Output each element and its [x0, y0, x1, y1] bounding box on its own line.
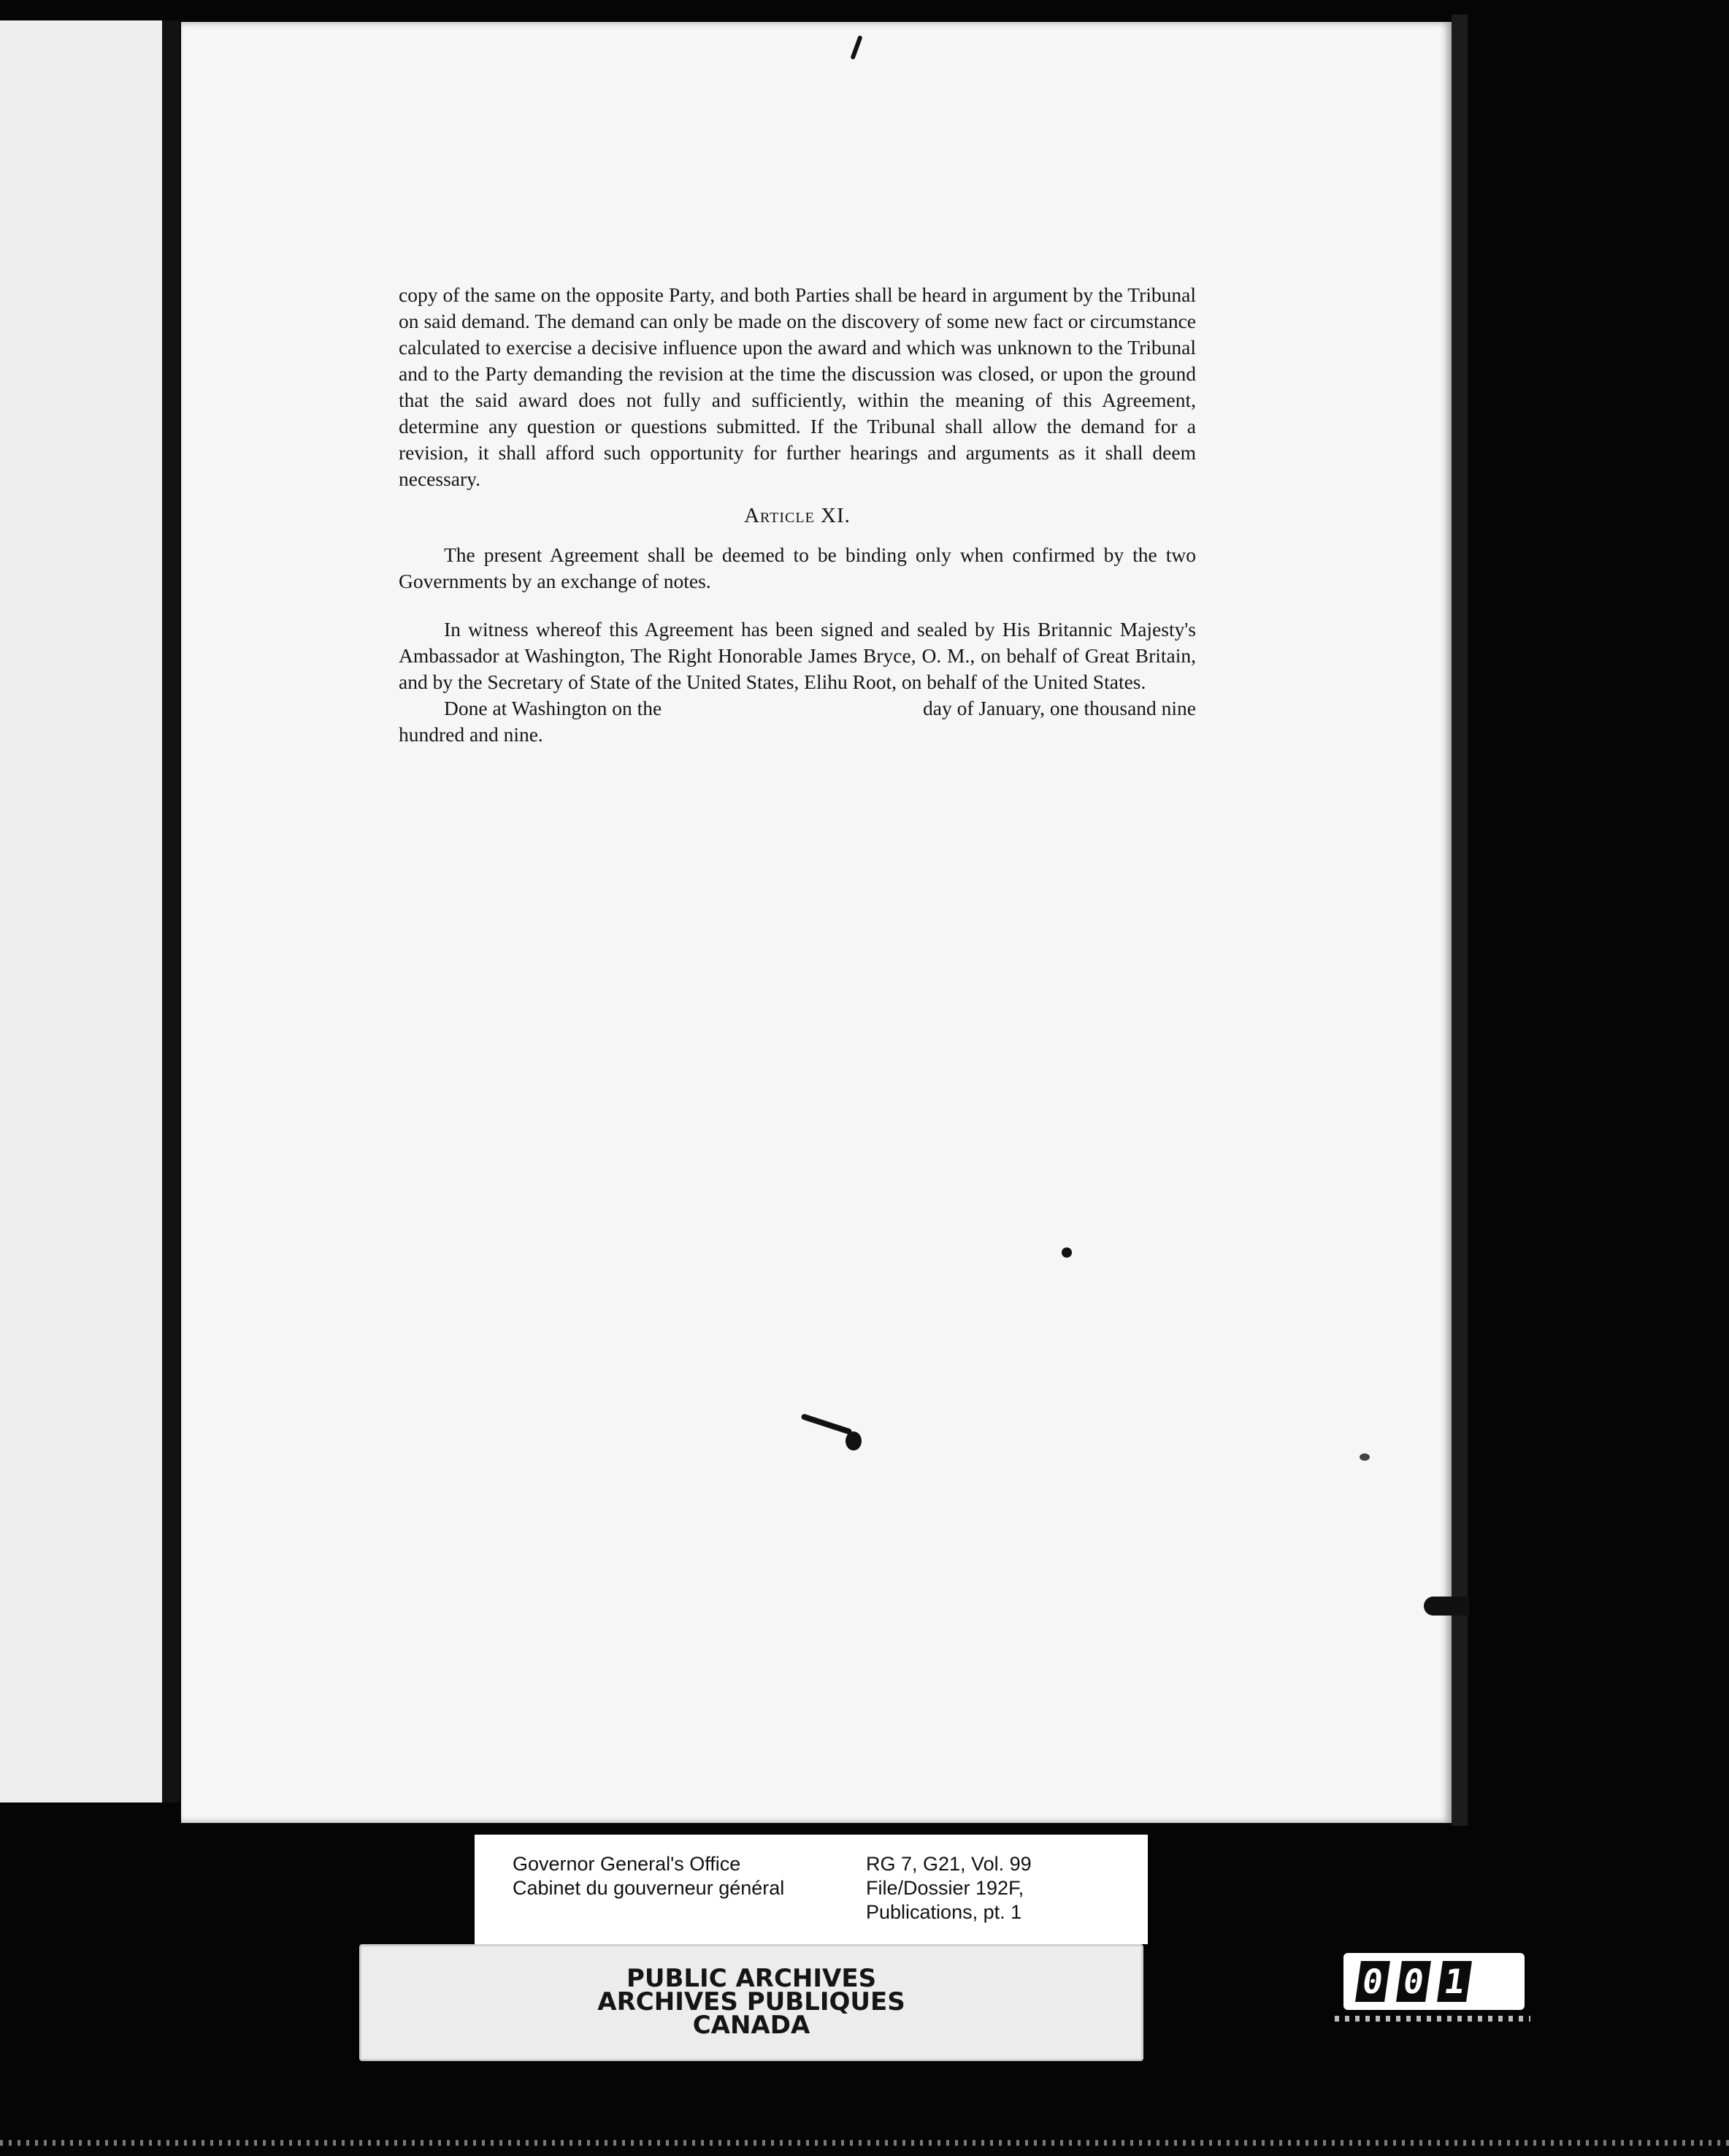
frame-digit: 0 — [1396, 1961, 1431, 2002]
reference-volume: RG 7, G21, Vol. 99 — [866, 1853, 1032, 1875]
archive-label — [475, 1835, 1148, 1944]
frame-digit: 1 — [1437, 1961, 1472, 2002]
reference-file: File/Dossier 192F, — [866, 1877, 1024, 1899]
done-line-start: Done at Washington on the — [444, 697, 662, 719]
reference-publications: Publications, pt. 1 — [866, 1901, 1022, 1923]
archive-reference — [866, 1852, 1032, 1924]
document-body — [399, 282, 1196, 748]
page-right-edge — [1452, 15, 1468, 1826]
left-adjacent-page — [0, 20, 166, 1803]
film-edge — [0, 2140, 1729, 2146]
office-french: Cabinet du gouverneur général — [513, 1877, 785, 1899]
done-line-continuation: hundred and nine. — [399, 723, 543, 746]
page-tear-shadow — [1424, 1597, 1469, 1616]
stamp-text — [361, 1964, 1141, 2040]
frame-counter — [1343, 1953, 1525, 2010]
article-heading: Article XI. — [744, 504, 851, 527]
stamp-line-country: CANADA — [692, 2011, 810, 2040]
spacer — [399, 595, 1196, 616]
paragraph-witness: In witness whereof this Agreement has been signed and sealed by His Britannic Majesty's Ambassador at Washington, The Right Honorable James Bryce, O. M., on behalf of Great Britain, and by the Secretary of State of the United States, Elihu Root, on behalf of the United States. — [399, 618, 1196, 693]
paragraph-binding: The present Agreement shall be deemed to be binding only when confirmed by the two Governments by an exchange of notes. — [399, 543, 1196, 592]
archive-office — [513, 1852, 784, 1900]
stamp-line-english: PUBLIC ARCHIVES — [626, 1964, 877, 1993]
ink-speck — [1062, 1247, 1072, 1258]
office-english: Governor General's Office — [513, 1853, 741, 1875]
ink-smudge — [846, 1431, 862, 1450]
ink-speck — [1360, 1453, 1370, 1461]
film-sprocket-holes — [1335, 2016, 1530, 2022]
paragraph-revision: copy of the same on the opposite Party, and both Parties shall be heard in argument by the Tribunal on said demand. The demand can only be made on the discovery of some new fact or circumstance calculated to exercise a decisive influence upon the award and which was unknown to the Tribunal and to the Party demanding the revision at the time the discussion was closed, or upon the ground that the said award does not fully and sufficiently, within the meaning of this Agreement, determine any question or questions submitted. If the Tribunal shall allow the demand for a revision, it shall afford such opportunity for further hearings and arguments as it shall deem necessary. — [399, 283, 1196, 490]
done-line-end: day of January, one thousand nine — [923, 697, 1196, 719]
page-gutter — [162, 20, 180, 1803]
done-line — [399, 695, 1196, 722]
archives-stamp — [359, 1944, 1143, 2061]
stamp-line-french: ARCHIVES PUBLIQUES — [597, 1987, 905, 2017]
frame-digit: 0 — [1355, 1961, 1390, 2002]
